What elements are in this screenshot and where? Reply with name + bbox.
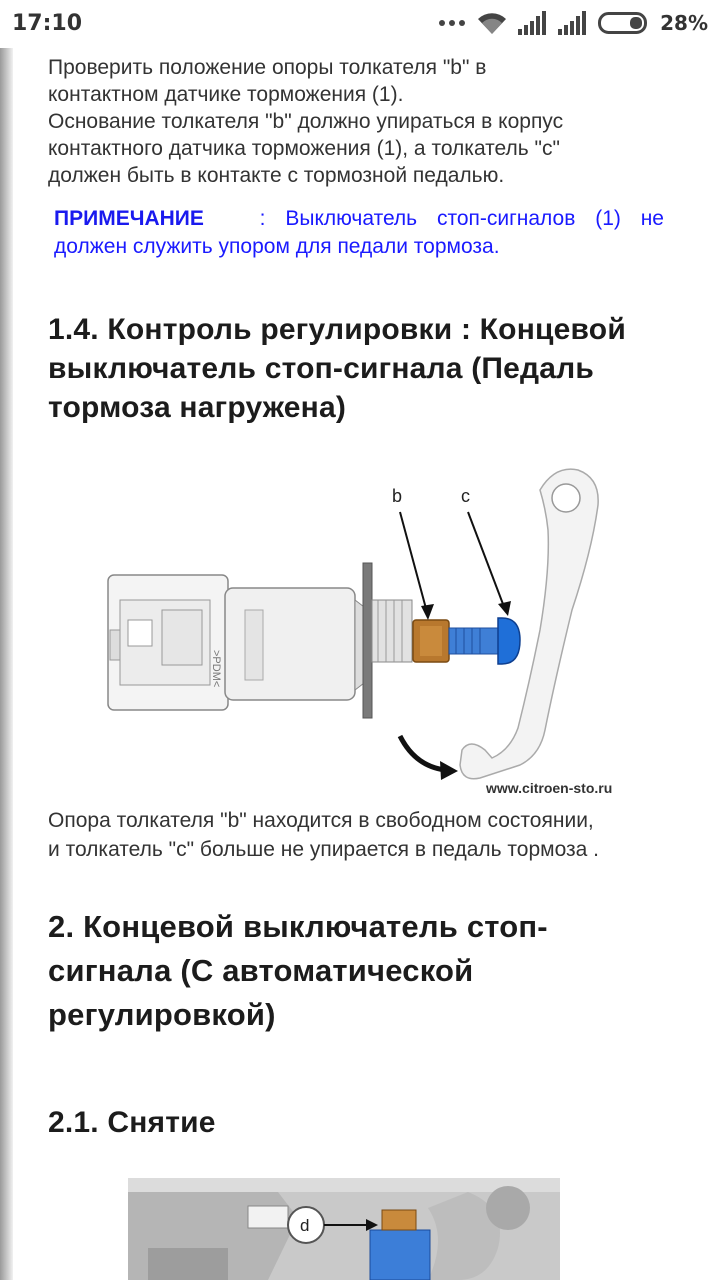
- dots-icon: [438, 18, 466, 28]
- heading-line: регулировкой): [48, 997, 276, 1032]
- status-icons: [438, 10, 708, 36]
- note-label: ПРИМЕЧАНИЕ: [54, 207, 204, 230]
- scroll-rail: [0, 48, 13, 1280]
- note-text-line2: должен служить упором для педали тормоза.: [54, 235, 500, 258]
- status-time: 17:10: [12, 11, 83, 36]
- intro-line: Основание толкателя "b" должно упираться в корпус: [48, 110, 564, 133]
- removal-diagram: [128, 1178, 560, 1280]
- caption-line: и толкатель "c" больше не упирается в педаль тормоза .: [48, 838, 600, 861]
- heading-line: 2. Концевой выключатель стоп-: [48, 909, 548, 944]
- heading-line: 2.1. Снятие: [48, 1106, 216, 1139]
- connector-marking: >PDM<: [210, 650, 222, 688]
- label-c: c: [461, 486, 470, 506]
- heading-line: 1.4. Контроль регулировки : Концевой: [48, 313, 626, 346]
- note-block: [54, 205, 664, 261]
- signal-icon: [518, 11, 548, 35]
- blue-connector: [370, 1230, 430, 1280]
- caption-line: Опора толкателя "b" находится в свободном состоянии,: [48, 809, 594, 832]
- intro-line: контактном датчике торможения (1).: [48, 83, 404, 106]
- brake-pedal: [460, 469, 598, 779]
- movement-arrow: [400, 736, 445, 770]
- intro-line: контактного датчика торможения (1), а толкатель "c": [48, 137, 560, 160]
- section-heading-2: [48, 905, 688, 1037]
- pedal-pivot-hole: [552, 484, 580, 512]
- label-b: b: [392, 486, 403, 506]
- heading-line: сигнала (С автоматической: [48, 953, 474, 988]
- battery-icon: [598, 11, 650, 35]
- leader-c: [468, 512, 506, 612]
- label-d: d: [300, 1216, 310, 1235]
- note-text-line1: : Выключатель стоп-сигналов (1) не: [259, 207, 664, 230]
- pusher-head-c: [498, 618, 520, 664]
- battery-percent: 28%: [660, 11, 708, 35]
- brake-switch-diagram: [100, 460, 660, 805]
- watermark: www.citroen-sto.ru: [486, 780, 613, 796]
- figure-caption: [48, 806, 688, 864]
- intro-line: Проверить положение опоры толкателя "b" в: [48, 56, 487, 79]
- mounting-plate: [363, 563, 372, 718]
- heading-line: выключатель стоп-сигнала (Педаль: [48, 352, 595, 385]
- status-bar: [0, 0, 720, 48]
- section-heading-2-1: [48, 1103, 448, 1142]
- section-heading-1-4: [48, 310, 688, 427]
- intro-block: [48, 54, 678, 189]
- intro-line: должен быть в контакте с тормозной педалью.: [48, 164, 505, 187]
- signal-icon-2: [558, 11, 588, 35]
- wifi-icon: [476, 10, 508, 36]
- heading-line: тормоза нагружена): [48, 391, 347, 424]
